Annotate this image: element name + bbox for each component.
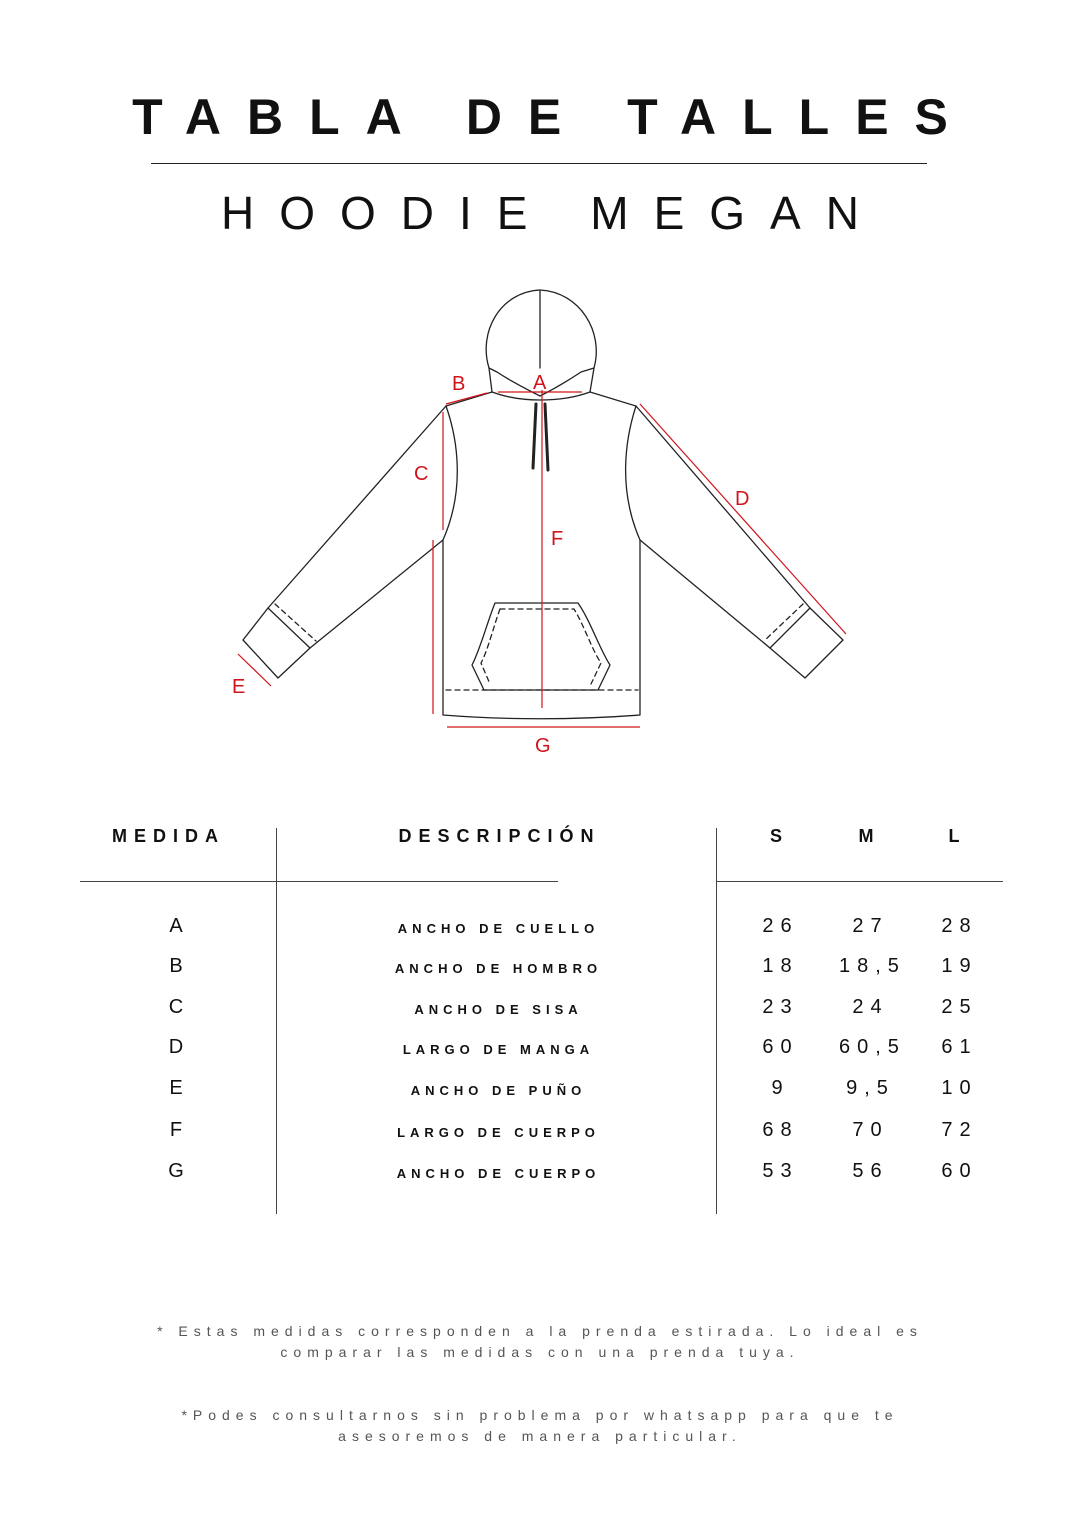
- row-descripcion: LARGO DE MANGA: [402, 1042, 595, 1057]
- row-value-s: 23: [762, 996, 799, 1018]
- row-value-l: 25: [941, 996, 978, 1018]
- label-f: F: [551, 528, 564, 550]
- note-whatsapp: [130, 1405, 950, 1447]
- note-stretched: [130, 1321, 950, 1363]
- row-medida: E: [169, 1077, 183, 1099]
- row-value-l: 10: [941, 1077, 978, 1099]
- table-row: [0, 955, 1080, 985]
- row-descripcion: ANCHO DE CUELLO: [397, 921, 600, 936]
- left-cuff-stitch: [275, 604, 316, 641]
- table-row: [0, 1119, 1080, 1149]
- kangaroo-pocket: [472, 603, 610, 690]
- header-size-s: S: [769, 826, 786, 846]
- table-row: [0, 996, 1080, 1026]
- product-name: HOODIE MEGAN: [221, 187, 884, 239]
- row-value-l: 28: [941, 915, 978, 937]
- left-sleeve: [243, 406, 446, 678]
- row-medida: F: [169, 1119, 183, 1141]
- row-medida: D: [168, 1036, 184, 1058]
- row-value-m: 24: [852, 996, 889, 1018]
- right-cuff-seam: [770, 608, 810, 648]
- pocket-stitch-left: [481, 609, 500, 684]
- row-value-m: 9,5: [846, 1077, 895, 1099]
- page-title: TABLA DE TALLES: [132, 89, 974, 145]
- row-value-l: 72: [941, 1119, 978, 1141]
- header-size-m: M: [858, 826, 878, 846]
- header-descripcion: DESCRIPCIÓN: [398, 826, 601, 846]
- drawstring-left: [533, 404, 536, 468]
- row-value-l: 60: [941, 1160, 978, 1182]
- row-medida: G: [168, 1160, 184, 1182]
- row-value-m: 56: [852, 1160, 889, 1182]
- row-value-s: 60: [762, 1036, 799, 1058]
- drawstring-right: [545, 404, 548, 470]
- note-stretched-line-2: comparar las medidas con una prenda tuya.: [280, 1344, 800, 1360]
- row-value-s: 26: [762, 915, 799, 937]
- row-descripcion: ANCHO DE CUERPO: [396, 1166, 601, 1181]
- table-row: [0, 1036, 1080, 1066]
- row-value-l: 61: [941, 1036, 978, 1058]
- right-cuff-stitch: [764, 604, 803, 641]
- pocket-stitch: [500, 609, 601, 684]
- measure-d: [640, 404, 846, 634]
- row-descripcion: ANCHO DE PUÑO: [410, 1083, 587, 1098]
- row-descripcion: ANCHO DE HOMBRO: [394, 961, 603, 976]
- row-value-m: 27: [852, 915, 889, 937]
- row-medida: A: [169, 915, 183, 937]
- label-c: C: [414, 463, 429, 485]
- title-divider: [151, 163, 927, 164]
- row-value-s: 9: [771, 1077, 790, 1099]
- note-whatsapp-line-1: *Podes consultarnos sin problema por whatsapp para que te: [181, 1407, 899, 1423]
- table-row: [0, 1160, 1080, 1190]
- row-value-s: 53: [762, 1160, 799, 1182]
- row-value-m: 18,5: [839, 955, 906, 977]
- hoodie-diagram: [0, 270, 1080, 770]
- table-row: [0, 915, 1080, 945]
- header-rule-left: [80, 881, 558, 882]
- left-cuff-seam: [268, 608, 310, 648]
- header-size-l: L: [948, 826, 964, 846]
- row-value-l: 19: [941, 955, 978, 977]
- row-value-m: 70: [852, 1119, 889, 1141]
- label-e: E: [232, 676, 246, 698]
- header-medida: MEDIDA: [112, 826, 225, 846]
- row-value-m: 60,5: [839, 1036, 906, 1058]
- header-rule-right: [716, 881, 1003, 882]
- label-a: A: [533, 372, 547, 394]
- row-descripcion: LARGO DE CUERPO: [397, 1125, 600, 1140]
- row-medida: B: [169, 955, 183, 977]
- note-whatsapp-line-2: asesoremos de manera particular.: [338, 1428, 742, 1444]
- label-b: B: [452, 373, 466, 395]
- row-medida: C: [168, 996, 184, 1018]
- label-g: G: [535, 735, 551, 757]
- row-value-s: 68: [762, 1119, 799, 1141]
- note-stretched-line-1: * Estas medidas corresponden a la prenda estirada. Lo ideal es: [157, 1323, 923, 1339]
- row-descripcion: ANCHO DE SISA: [414, 1002, 583, 1017]
- table-row: [0, 1077, 1080, 1107]
- label-d: D: [735, 488, 750, 510]
- row-value-s: 18: [762, 955, 799, 977]
- right-sleeve: [636, 406, 843, 678]
